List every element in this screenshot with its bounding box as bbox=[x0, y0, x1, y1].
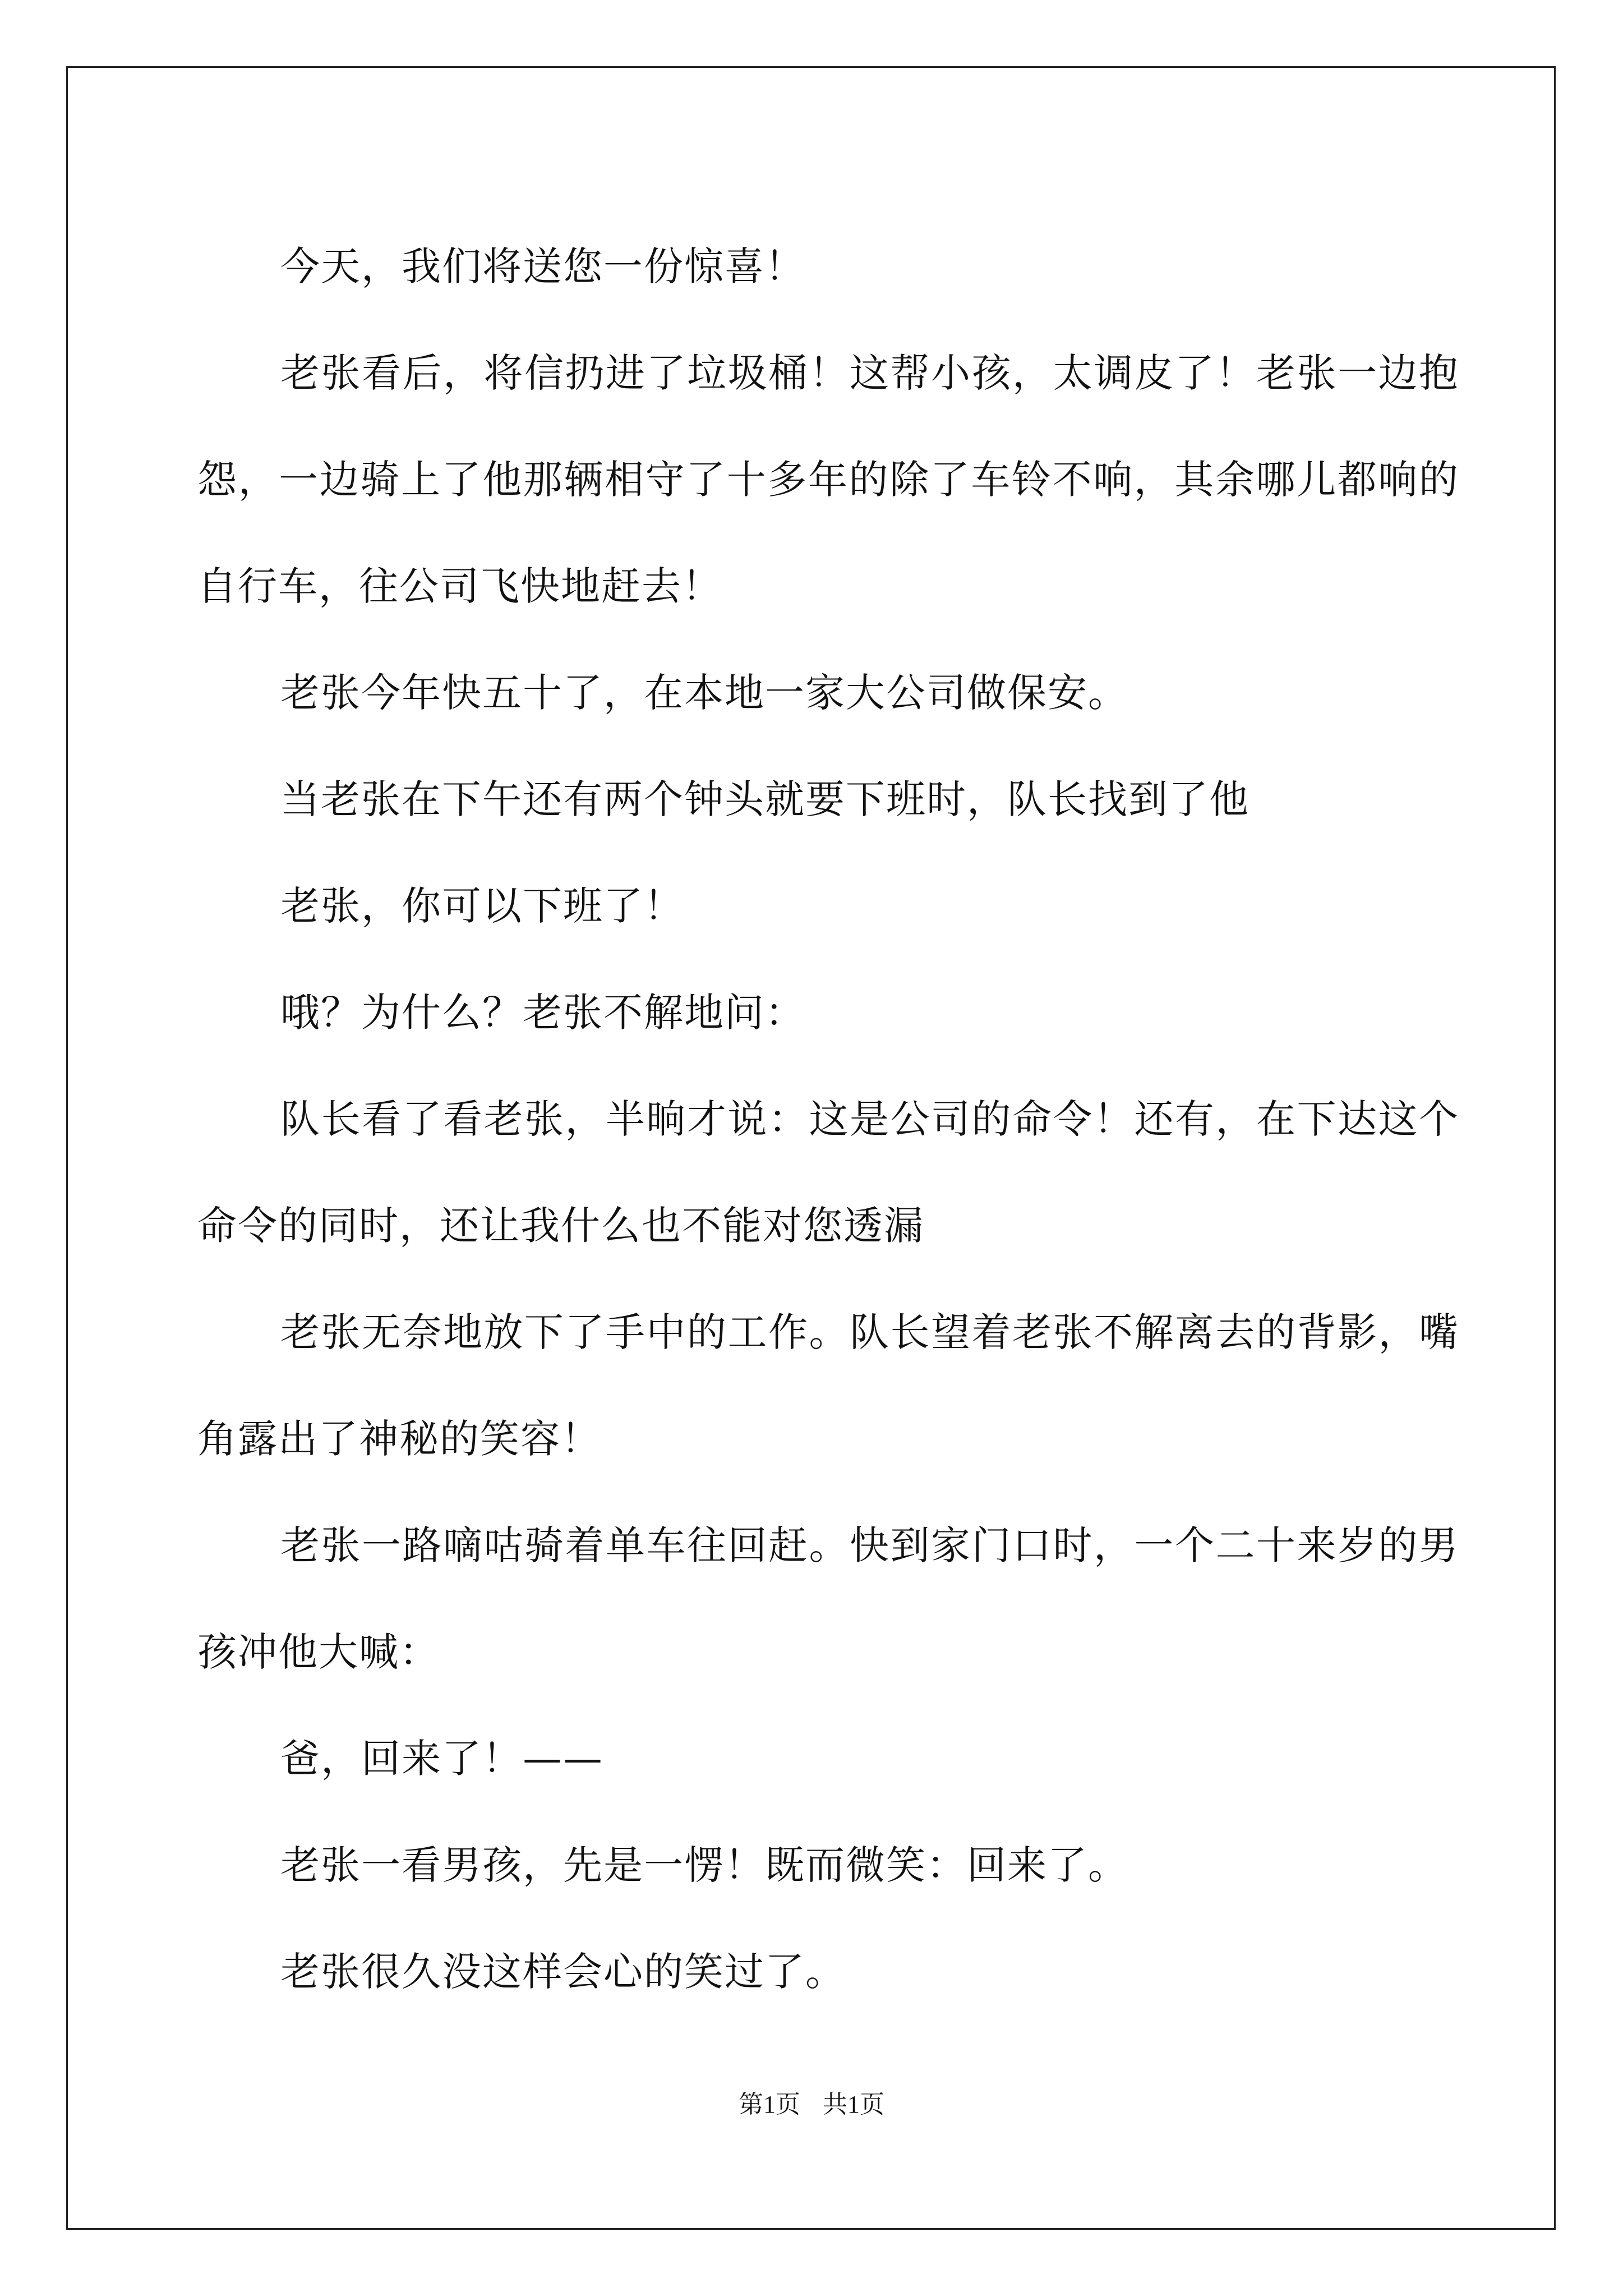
paragraph: 老张今年快五十了，在本地一家大公司做保安。 bbox=[280, 670, 1128, 716]
paragraph: 队长看了看老张，半晌才说：这是公司的命令！还有，在下达这个命令的同时，还让我什么也不能对您透漏 bbox=[197, 1096, 1459, 1249]
paragraph: 老张，你可以下班了！ bbox=[280, 883, 684, 929]
paragraph: 当老张在下午还有两个钟头就要下班时，队长找到了他 bbox=[280, 776, 1249, 822]
document-body bbox=[197, 213, 1459, 2025]
page-number-total: 共1页 bbox=[823, 2091, 884, 2118]
page-footer bbox=[0, 2084, 1623, 2120]
paragraph: 老张一路嘀咕骑着单车往回赶。快到家门口时，一个二十来岁的男孩冲他大喊： bbox=[197, 1522, 1459, 1675]
paragraph: 老张很久没这样会心的笑过了。 bbox=[280, 1949, 846, 1995]
paragraph: 老张看后，将信扔进了垃圾桶！这帮小孩，太调皮了！老张一边抱怨，一边骑上了他那辆相守了十多年的除了车铃不响，其余哪儿都响的自行车，往公司飞快地赶去！ bbox=[197, 350, 1459, 609]
paragraph: 哦？为什么？老张不解地问： bbox=[280, 990, 805, 1036]
paragraph: 老张一看男孩，先是一愣！既而微笑：回来了。 bbox=[280, 1842, 1128, 1888]
paragraph: 老张无奈地放下了手中的工作。队长望着老张不解离去的背影，嘴角露出了神秘的笑容！ bbox=[197, 1309, 1459, 1462]
page-number-current: 第1页 bbox=[739, 2091, 800, 2118]
paragraph: 今天，我们将送您一份惊喜！ bbox=[280, 243, 805, 289]
paragraph: 爸，回来了！—— bbox=[280, 1736, 603, 1782]
